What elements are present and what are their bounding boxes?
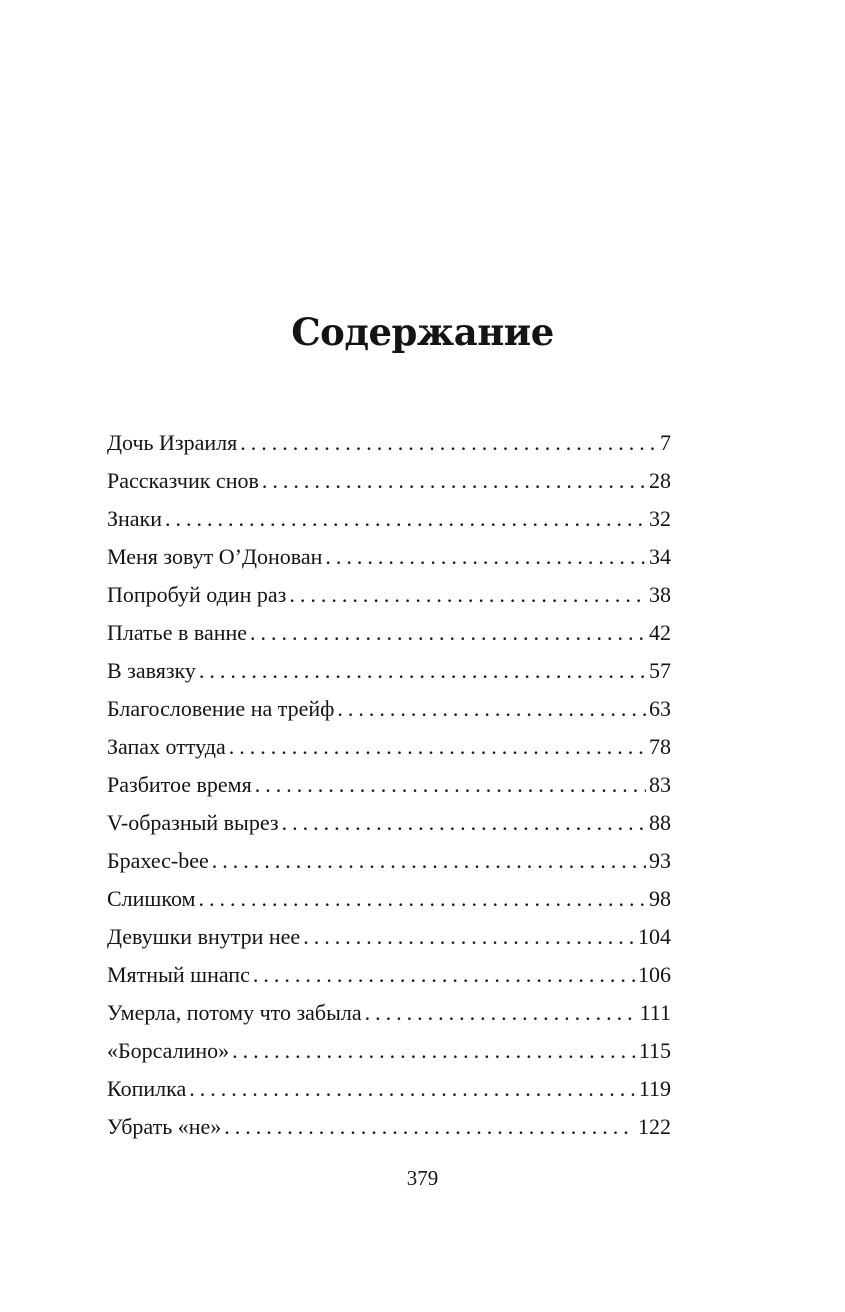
toc-entry[interactable] — [107, 1108, 671, 1146]
toc-entry-title: Меня зовут О’Донован — [107, 544, 323, 569]
dot-leader — [165, 500, 646, 538]
dot-leader — [240, 424, 657, 462]
dot-leader — [232, 1032, 636, 1070]
toc-entry-page: 104 — [638, 924, 671, 949]
toc-entry-title: Попробуй один раз — [107, 582, 287, 607]
toc-entry-page: 42 — [649, 620, 671, 645]
toc-entry-title: V-образный вырез — [107, 810, 279, 835]
toc-entry-title: В завязку — [107, 658, 196, 683]
dot-leader — [189, 1070, 636, 1108]
page-number: 379 — [406, 1166, 439, 1190]
dot-leader — [224, 1108, 635, 1146]
toc-entry-page: 122 — [638, 1114, 671, 1139]
page-title: Содержание — [291, 310, 554, 354]
toc-entry-title: Умерла, потому что забыла — [107, 1000, 362, 1025]
toc-entry-title: Благословение на трейф — [107, 696, 335, 721]
toc-entry-title: Знаки — [107, 506, 163, 531]
toc-entry-page: 106 — [638, 962, 671, 987]
dot-leader — [212, 842, 646, 880]
dot-leader — [303, 918, 635, 956]
toc-entry-page: 115 — [638, 1038, 671, 1063]
toc-entry-title: Платье в ванне — [107, 620, 248, 645]
toc-entry[interactable] — [107, 424, 671, 462]
toc-entry-page: 88 — [649, 810, 671, 835]
toc-entry[interactable] — [107, 766, 671, 804]
dot-leader — [262, 462, 646, 500]
toc-entry-page: 38 — [649, 582, 671, 607]
toc-entry-page: 93 — [649, 848, 671, 873]
dot-leader — [229, 728, 646, 766]
toc-entry[interactable] — [107, 956, 671, 994]
toc-entry[interactable] — [107, 918, 671, 956]
toc-entry-title: «Борсалино» — [107, 1038, 230, 1063]
toc-entry-title: Мятный шнапс — [107, 962, 250, 987]
dot-leader — [255, 766, 646, 804]
toc-entry-title: Брахес-bee — [107, 848, 209, 873]
toc-entry-title: Копилка — [107, 1076, 187, 1101]
toc-entry[interactable] — [107, 538, 671, 576]
toc-entry[interactable] — [107, 804, 671, 842]
toc-entry-title: Рассказчик снов — [107, 468, 259, 493]
dot-leader — [198, 880, 646, 918]
table-of-contents — [107, 424, 671, 1146]
toc-entry-page: 28 — [649, 468, 671, 493]
toc-entry[interactable] — [107, 576, 671, 614]
toc-entry-title: Разбитое время — [107, 772, 252, 797]
toc-entry-title: Слишком — [107, 886, 196, 911]
toc-entry-page: 98 — [649, 886, 671, 911]
toc-entry-title: Запах оттуда — [107, 734, 226, 759]
toc-entry[interactable] — [107, 842, 671, 880]
toc-entry-page: 32 — [649, 506, 671, 531]
toc-entry[interactable] — [107, 500, 671, 538]
toc-entry-page: 57 — [649, 658, 671, 683]
dot-leader — [250, 614, 646, 652]
toc-entry[interactable] — [107, 690, 671, 728]
toc-entry[interactable] — [107, 614, 671, 652]
toc-entry-page: 34 — [649, 544, 671, 569]
toc-entry-page: 78 — [649, 734, 671, 759]
toc-entry[interactable] — [107, 1032, 671, 1070]
toc-entry-page: 7 — [660, 430, 671, 455]
toc-entry-title: Девушки внутри нее — [107, 924, 301, 949]
toc-entry-page: 119 — [638, 1076, 671, 1101]
toc-entry-page: 111 — [639, 1000, 671, 1025]
toc-entry-page: 83 — [649, 772, 671, 797]
toc-entry[interactable] — [107, 462, 671, 500]
dot-leader — [199, 652, 646, 690]
dot-leader — [365, 994, 637, 1032]
toc-entry[interactable] — [107, 994, 671, 1032]
dot-leader — [325, 538, 646, 576]
dot-leader — [282, 804, 646, 842]
toc-entry-title: Убрать «не» — [107, 1114, 222, 1139]
toc-entry[interactable] — [107, 1070, 671, 1108]
toc-entry-page: 63 — [649, 696, 671, 721]
toc-entry[interactable] — [107, 880, 671, 918]
dot-leader — [289, 576, 646, 614]
toc-entry[interactable] — [107, 652, 671, 690]
toc-entry-title: Дочь Израиля — [107, 430, 238, 455]
dot-leader — [253, 956, 635, 994]
dot-leader — [337, 690, 646, 728]
toc-entry[interactable] — [107, 728, 671, 766]
